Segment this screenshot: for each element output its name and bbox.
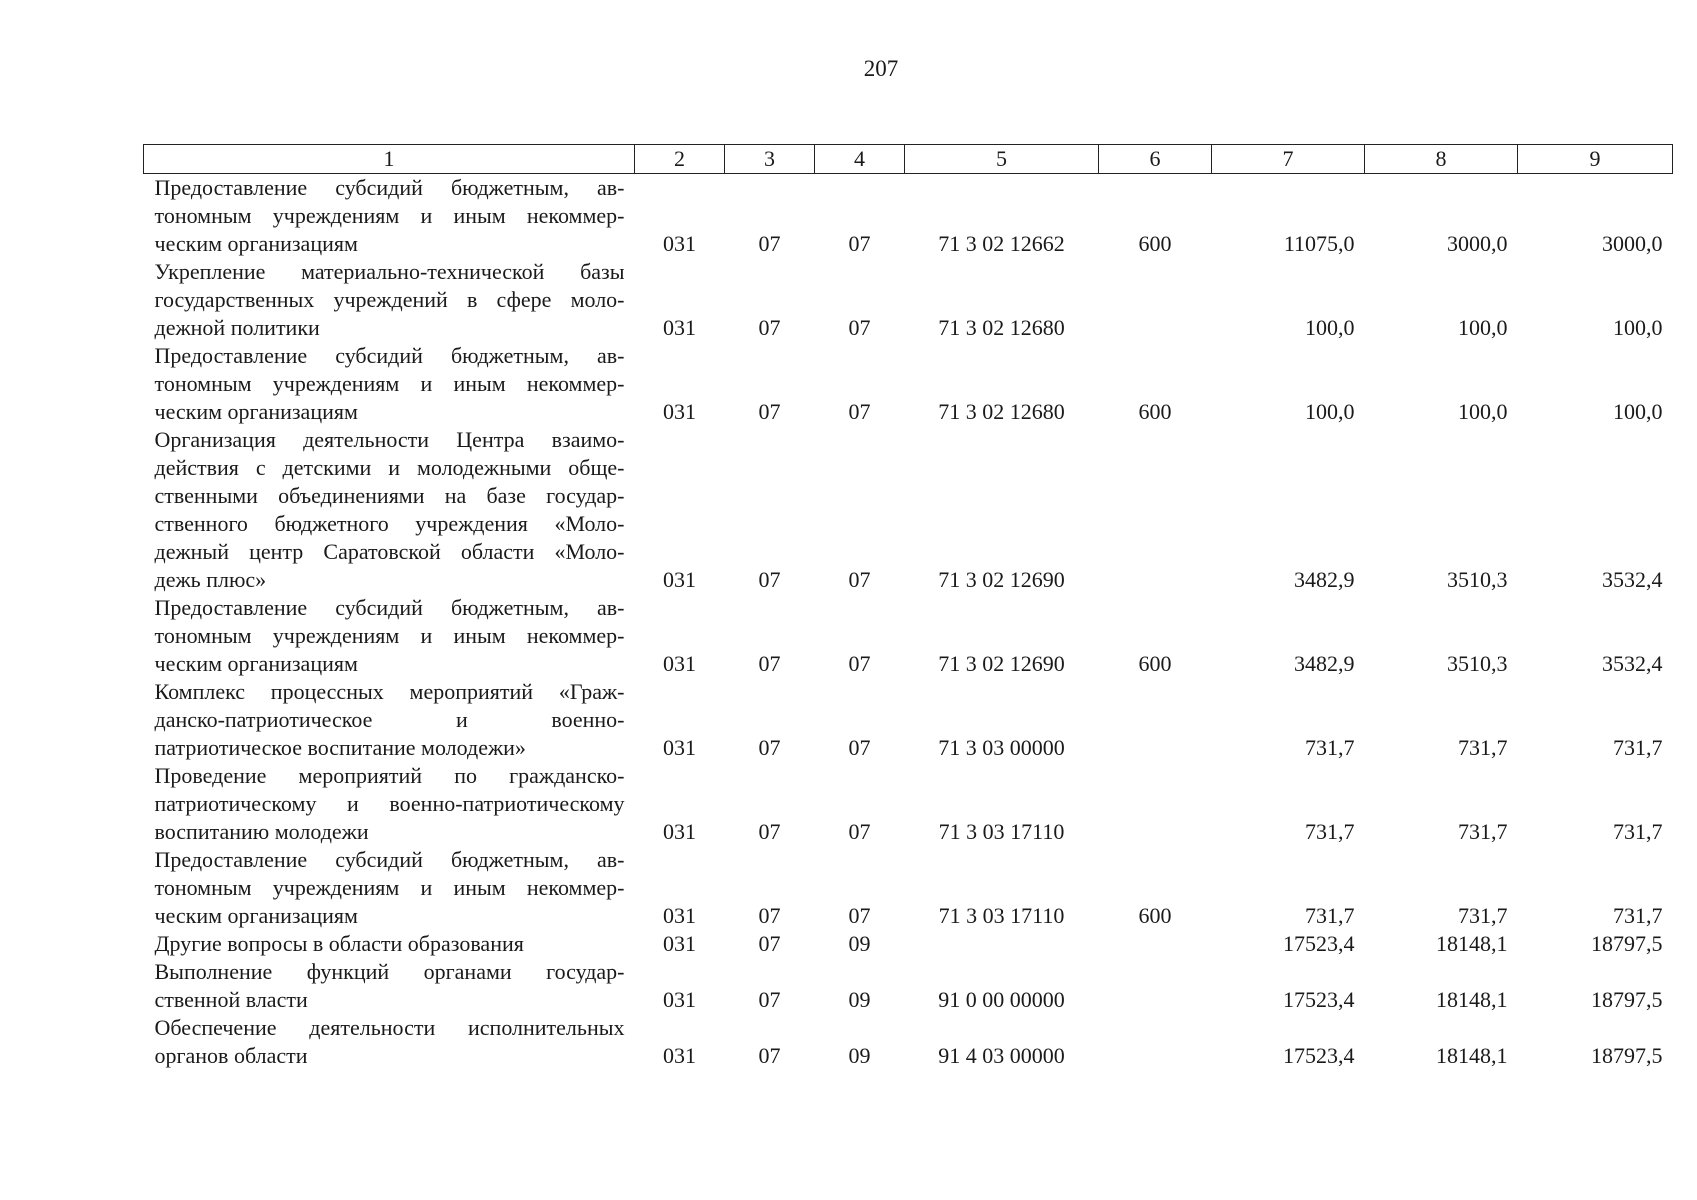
cell-expense-type xyxy=(1099,762,1212,846)
item-name-line: ческим организациям xyxy=(154,651,358,676)
table-header-row xyxy=(144,145,1673,174)
cell-subsection: 07 xyxy=(848,651,871,676)
item-name-line: Предоставление субсидий бюджетным, ав- xyxy=(154,847,625,872)
cell-ministry: 031 xyxy=(663,315,696,340)
column-header: 9 xyxy=(1518,145,1673,174)
cell-ministry: 031 xyxy=(663,735,696,760)
cell-item-name xyxy=(144,846,635,930)
cell-item-name xyxy=(144,958,635,1014)
cell-target-article: 71 3 02 12680 xyxy=(938,315,1065,340)
cell-expense-type: 600 xyxy=(1138,399,1172,424)
cell-amount-col8: 100,0 xyxy=(1458,399,1508,424)
cell-amount-col8: 731,7 xyxy=(1458,735,1508,760)
column-header: 2 xyxy=(635,145,725,174)
cell-target-article: 91 0 00 00000 xyxy=(938,987,1065,1012)
cell-amount-col8: 3510,3 xyxy=(1447,651,1508,676)
column-header: 3 xyxy=(725,145,815,174)
cell-amount-col7: 731,7 xyxy=(1305,735,1355,760)
cell-amount-col7: 100,0 xyxy=(1305,399,1355,424)
item-name-line: тономным учреждениям и иным некоммер- xyxy=(154,623,625,648)
cell-amount-col9: 3532,4 xyxy=(1602,651,1663,676)
cell-section: 07 xyxy=(758,903,781,928)
table-row xyxy=(144,958,1673,1014)
cell-expense-type xyxy=(1099,930,1212,958)
table-row xyxy=(144,594,1673,678)
cell-amount-col8: 18148,1 xyxy=(1436,931,1508,956)
cell-ministry: 031 xyxy=(663,231,696,256)
cell-expense-type xyxy=(1099,958,1212,1014)
cell-amount-col9: 100,0 xyxy=(1613,315,1663,340)
cell-amount-col9: 3000,0 xyxy=(1602,231,1663,256)
cell-section: 07 xyxy=(758,735,781,760)
cell-section: 07 xyxy=(758,651,781,676)
item-name-line: дежь плюс» xyxy=(154,567,267,592)
cell-expense-type xyxy=(1099,1014,1212,1070)
cell-amount-col7: 17523,4 xyxy=(1283,987,1355,1012)
cell-subsection: 07 xyxy=(848,735,871,760)
cell-amount-col7: 17523,4 xyxy=(1283,1043,1355,1068)
cell-subsection: 07 xyxy=(848,399,871,424)
cell-target-article: 71 3 03 00000 xyxy=(938,735,1065,760)
table-row xyxy=(144,678,1673,762)
cell-expense-type xyxy=(1099,258,1212,342)
cell-item-name xyxy=(144,1014,635,1070)
cell-expense-type: 600 xyxy=(1138,231,1172,256)
item-name-line: государственных учреждений в сфере моло- xyxy=(154,287,625,312)
item-name-line: патриотическому и военно-патриотическому xyxy=(154,791,625,816)
cell-target-article: 71 3 02 12690 xyxy=(938,567,1065,592)
item-name-line: тономным учреждениям и иным некоммер- xyxy=(154,203,625,228)
cell-target-article: 91 4 03 00000 xyxy=(938,1043,1065,1068)
table-row xyxy=(144,258,1673,342)
cell-section: 07 xyxy=(758,315,781,340)
item-name-line: Выполнение функций органами государ- xyxy=(154,959,625,984)
cell-amount-col9: 3532,4 xyxy=(1602,567,1663,592)
cell-amount-col8: 3510,3 xyxy=(1447,567,1508,592)
cell-ministry: 031 xyxy=(663,567,696,592)
table-row xyxy=(144,846,1673,930)
cell-section: 07 xyxy=(758,1043,781,1068)
cell-amount-col8: 3000,0 xyxy=(1447,231,1508,256)
item-name-line: ческим организациям xyxy=(154,399,358,424)
cell-subsection: 07 xyxy=(848,315,871,340)
column-header: 5 xyxy=(905,145,1099,174)
item-name-line: Другие вопросы в области образования xyxy=(154,931,524,956)
cell-ministry: 031 xyxy=(663,1043,696,1068)
table-row xyxy=(144,426,1673,594)
cell-amount-col8: 100,0 xyxy=(1458,315,1508,340)
cell-ministry: 031 xyxy=(663,931,696,956)
item-name-line: Проведение мероприятий по гражданско- xyxy=(154,763,625,788)
cell-target-article: 71 3 02 12680 xyxy=(938,399,1065,424)
cell-amount-col9: 18797,5 xyxy=(1591,1043,1663,1068)
cell-section: 07 xyxy=(758,231,781,256)
cell-amount-col7: 731,7 xyxy=(1305,819,1355,844)
item-name-line: ственными объединениями на базе государ- xyxy=(154,483,625,508)
cell-amount-col9: 731,7 xyxy=(1613,819,1663,844)
table-row xyxy=(144,762,1673,846)
cell-amount-col7: 3482,9 xyxy=(1294,567,1355,592)
cell-amount-col8: 18148,1 xyxy=(1436,1043,1508,1068)
cell-amount-col8: 18148,1 xyxy=(1436,987,1508,1012)
item-name-line: Предоставление субсидий бюджетным, ав- xyxy=(154,175,625,200)
item-name-line: тономным учреждениям и иным некоммер- xyxy=(154,875,625,900)
table-row xyxy=(144,1014,1673,1070)
budget-table xyxy=(143,144,1673,1070)
cell-item-name xyxy=(144,426,635,594)
cell-subsection: 07 xyxy=(848,903,871,928)
item-name-line: Организация деятельности Центра взаимо- xyxy=(154,427,625,452)
cell-subsection: 09 xyxy=(848,1043,871,1068)
cell-subsection: 09 xyxy=(848,931,871,956)
cell-item-name xyxy=(144,762,635,846)
cell-item-name xyxy=(144,930,635,958)
cell-ministry: 031 xyxy=(663,651,696,676)
cell-amount-col7: 11075,0 xyxy=(1283,231,1355,256)
cell-target-article xyxy=(905,930,1099,958)
cell-amount-col9: 18797,5 xyxy=(1591,987,1663,1012)
item-name-line: ческим организациям xyxy=(154,903,358,928)
table-body xyxy=(144,174,1673,1071)
column-header: 6 xyxy=(1099,145,1212,174)
column-header: 4 xyxy=(815,145,905,174)
column-header: 8 xyxy=(1365,145,1518,174)
cell-target-article: 71 3 02 12690 xyxy=(938,651,1065,676)
cell-amount-col7: 731,7 xyxy=(1305,903,1355,928)
item-name-line: Предоставление субсидий бюджетным, ав- xyxy=(154,595,625,620)
table-row xyxy=(144,174,1673,259)
cell-amount-col9: 731,7 xyxy=(1613,735,1663,760)
cell-section: 07 xyxy=(758,819,781,844)
item-name-line: ственной власти xyxy=(154,987,308,1012)
cell-ministry: 031 xyxy=(663,399,696,424)
page-number: 207 xyxy=(863,56,899,81)
item-name-line: Обеспечение деятельности исполнительных xyxy=(154,1015,625,1040)
cell-item-name xyxy=(144,342,635,426)
cell-amount-col7: 100,0 xyxy=(1305,315,1355,340)
column-header: 1 xyxy=(144,145,635,174)
item-name-line: воспитанию молодежи xyxy=(154,819,369,844)
item-name-line: патриотическое воспитание молодежи» xyxy=(154,735,526,760)
cell-amount-col9: 100,0 xyxy=(1613,399,1663,424)
item-name-line: Укрепление материально-технической базы xyxy=(154,259,625,284)
item-name-line: дежный центр Саратовской области «Моло- xyxy=(154,539,625,564)
cell-section: 07 xyxy=(758,987,781,1012)
cell-target-article: 71 3 02 12662 xyxy=(938,231,1065,256)
cell-expense-type: 600 xyxy=(1138,651,1172,676)
cell-subsection: 07 xyxy=(848,819,871,844)
cell-item-name xyxy=(144,678,635,762)
cell-amount-col7: 3482,9 xyxy=(1294,651,1355,676)
cell-ministry: 031 xyxy=(663,987,696,1012)
cell-expense-type: 600 xyxy=(1138,903,1172,928)
cell-expense-type xyxy=(1099,426,1212,594)
item-name-line: Предоставление субсидий бюджетным, ав- xyxy=(154,343,625,368)
cell-item-name xyxy=(144,594,635,678)
cell-ministry: 031 xyxy=(663,903,696,928)
cell-section: 07 xyxy=(758,567,781,592)
item-name-line: данско-патриотическое и военно- xyxy=(154,707,625,732)
cell-target-article: 71 3 03 17110 xyxy=(938,819,1065,844)
cell-amount-col7: 17523,4 xyxy=(1283,931,1355,956)
cell-amount-col8: 731,7 xyxy=(1458,903,1508,928)
column-header: 7 xyxy=(1212,145,1365,174)
cell-item-name xyxy=(144,258,635,342)
cell-subsection: 07 xyxy=(848,567,871,592)
cell-ministry: 031 xyxy=(663,819,696,844)
cell-amount-col9: 18797,5 xyxy=(1591,931,1663,956)
cell-amount-col8: 731,7 xyxy=(1458,819,1508,844)
item-name-line: Комплекс процессных мероприятий «Граж- xyxy=(154,679,625,704)
table-row xyxy=(144,930,1673,958)
cell-subsection: 07 xyxy=(848,231,871,256)
cell-section: 07 xyxy=(758,931,781,956)
item-name-line: ческим организациям xyxy=(154,231,358,256)
item-name-line: органов области xyxy=(154,1043,308,1068)
cell-item-name xyxy=(144,174,635,259)
item-name-line: дежной политики xyxy=(154,315,320,340)
cell-target-article: 71 3 03 17110 xyxy=(938,903,1065,928)
cell-amount-col9: 731,7 xyxy=(1613,903,1663,928)
cell-expense-type xyxy=(1099,678,1212,762)
item-name-line: тономным учреждениям и иным некоммер- xyxy=(154,371,625,396)
table-row xyxy=(144,342,1673,426)
item-name-line: ственного бюджетного учреждения «Моло- xyxy=(154,511,625,536)
cell-subsection: 09 xyxy=(848,987,871,1012)
item-name-line: действия с детскими и молодежными обще- xyxy=(154,455,625,480)
cell-section: 07 xyxy=(758,399,781,424)
